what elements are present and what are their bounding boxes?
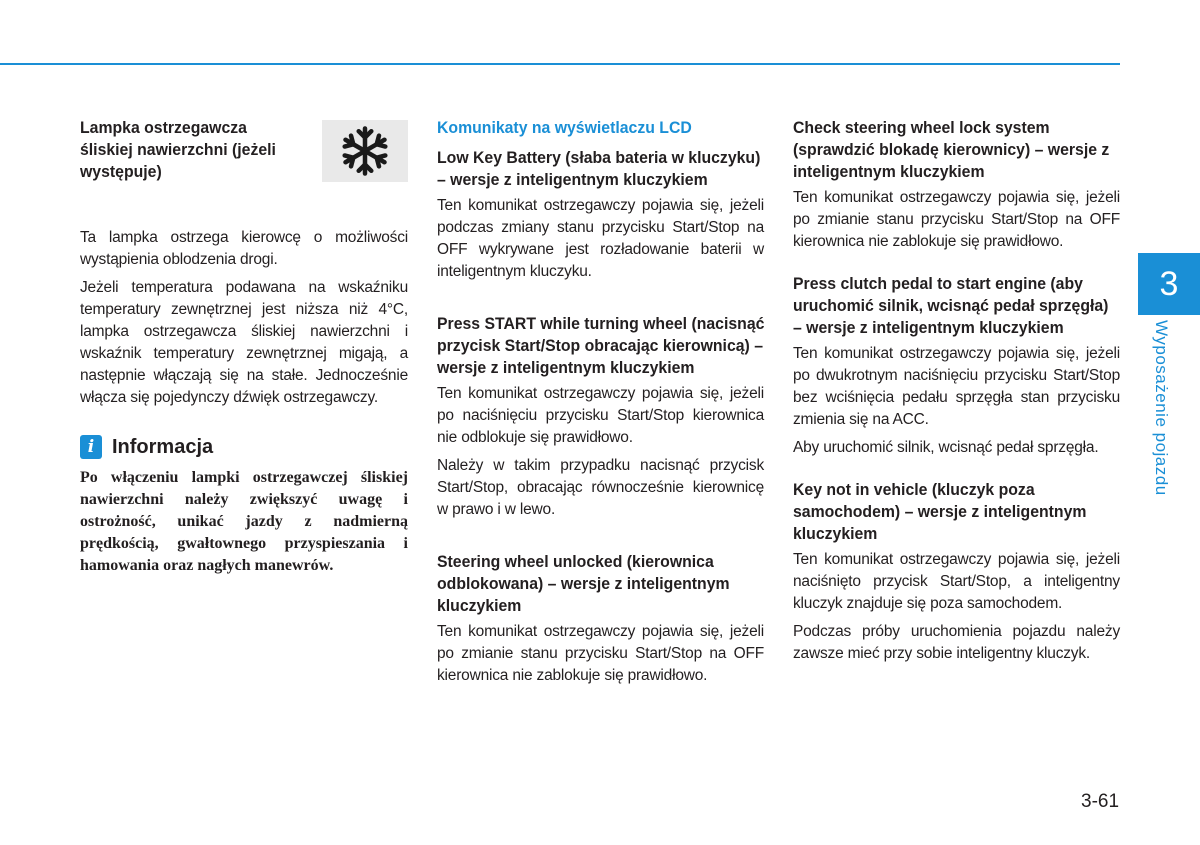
info-label: Informacja xyxy=(112,436,214,458)
snowflake-icon xyxy=(322,120,408,182)
paragraph-low-key-battery: Ten komunikat ostrzegawczy pojawia się, jeżeli podczas zmiany stanu przycisku Start/Stop na OFF wykrywane jest rozładowanie baterii w inteligentnym kluczyku. xyxy=(437,197,764,280)
paragraph-check-lock: Ten komunikat ostrzegawczy pojawia się, jeżeli po zmianie stanu przycisku Start/Stop na OFF kierownica nie zablokuje się prawidłowo. xyxy=(793,189,1120,250)
heading-low-key-battery: Low Key Battery (słaba bateria w kluczyku) – wersje z inteligentnym kluczykiem xyxy=(437,148,761,189)
page-number: 3-61 xyxy=(1081,791,1120,812)
paragraph-press-start-1: Ten komunikat ostrzegawczy pojawia się, jeżeli po naciśnięciu przycisku Start/Stop kierownica nie odblokuje się prawidłowo. xyxy=(437,385,764,446)
paragraph-press-clutch-1: Ten komunikat ostrzegawczy pojawia się, jeżeli po dwukrotnym naciśnięciu przycisku Start/Stop bez wciśnięcia pedału sprzęgła stan przycisku zmienia się na ACC. xyxy=(793,345,1120,428)
heading-check-lock: Check steering wheel lock system (sprawdzić blokadę kierownicy) – wersje z inteligentnym kluczykiem xyxy=(793,118,1110,181)
header-rule xyxy=(0,63,1120,65)
paragraph-key-not-in-vehicle-1: Ten komunikat ostrzegawczy pojawia się, jeżeli naciśnięto przycisk Start/Stop, a inteligentny kluczyk znajduje się poza samochodem. xyxy=(793,551,1120,612)
info-header xyxy=(80,435,408,459)
lamp-paragraph-1: Ta lampka ostrzega kierowcę o możliwości wystąpienia oblodzenia drogi. xyxy=(80,229,408,268)
paragraph-wheel-unlocked: Ten komunikat ostrzegawczy pojawia się, jeżeli po zmianie stanu przycisku Start/Stop na OFF kierownica nie zablokuje się prawidłowo. xyxy=(437,623,764,684)
info-text: Po włączeniu lampki ostrzegawczej śliskiej nawierzchni należy zwiększyć uwagę i ostrożność, unikać jazdy z nadmierną prędkością, gwałtownego przyspieszania i hamowania oraz nagłych manewrów. xyxy=(80,469,408,574)
column-middle xyxy=(437,117,764,687)
heading-press-start: Press START while turning wheel (nacisnąć przycisk Start/Stop obracając kierownicą) – wersje z inteligentnym kluczykiem xyxy=(437,314,765,377)
heading-press-clutch: Press clutch pedal to start engine (aby uruchomić silnik, wcisnąć pedał sprzęgła) – wersje z inteligentnym kluczykiem xyxy=(793,274,1109,337)
heading-wheel-unlocked: Steering wheel unlocked (kierownica odblokowana) – wersje z inteligentnym kluczykiem xyxy=(437,552,730,615)
column-left xyxy=(80,117,408,577)
column-right xyxy=(793,117,1120,665)
chapter-label: Wyposażenie pojazdu xyxy=(1152,320,1171,496)
section-title: Komunikaty na wyświetlaczu LCD xyxy=(437,118,692,137)
chapter-tab: 3 xyxy=(1138,253,1200,315)
paragraph-press-clutch-2: Aby uruchomić silnik, wcisnąć pedał sprzęgła. xyxy=(793,439,1099,456)
heading-key-not-in-vehicle: Key not in vehicle (kluczyk poza samochodem) – wersje z inteligentnym kluczykiem xyxy=(793,480,1087,543)
paragraph-press-start-2: Należy w takim przypadku nacisnąć przycisk Start/Stop, obracając równocześnie kierownicę w prawo i w lewo. xyxy=(437,457,764,518)
lamp-paragraph-2: Jeżeli temperatura podawana na wskaźniku temperatury zewnętrznej jest niższa niż 4°C, lampka ostrzegawcza śliskiej nawierzchni i wskaźnik temperatury zewnętrznej migają, a następnie włączają się na stałe. Jednocześnie włącza się pojedynczy dźwięk ostrzegawczy. xyxy=(80,279,408,406)
info-icon: i xyxy=(80,435,102,459)
lamp-heading: Lampka ostrzegawcza śliskiej nawierzchni (jeżeli występuje) xyxy=(80,118,276,181)
paragraph-key-not-in-vehicle-2: Podczas próby uruchomienia pojazdu należy zawsze mieć przy sobie inteligentny kluczyk. xyxy=(793,623,1120,662)
